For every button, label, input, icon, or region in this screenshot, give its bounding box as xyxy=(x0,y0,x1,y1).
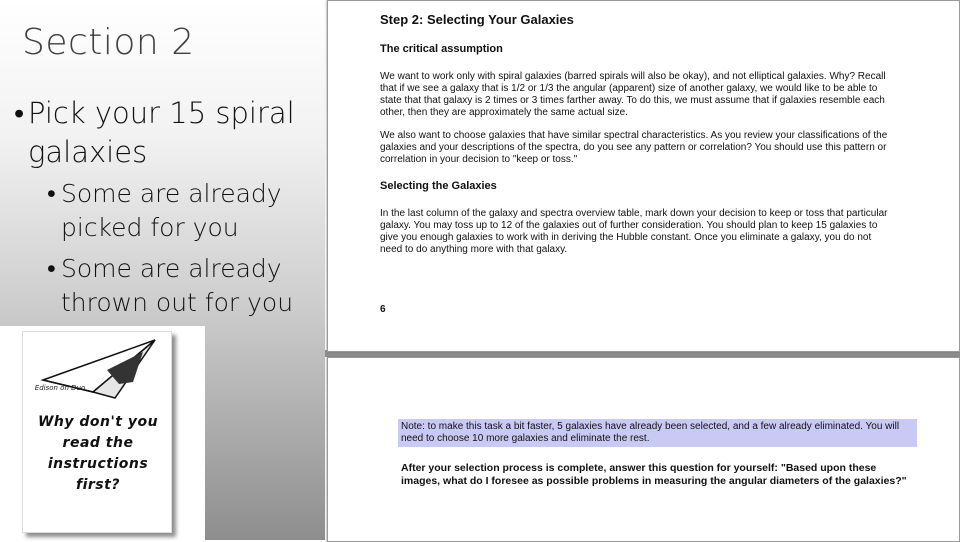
cartoon-sign-image xyxy=(22,331,172,533)
document-heading: Step 2: Selecting Your Galaxies xyxy=(380,12,574,27)
bullet-text: Some are already picked for you xyxy=(61,179,282,242)
bullet-text: Pick your 15 spiral galaxies xyxy=(28,96,295,169)
bullet-text: Some are already thrown out for you xyxy=(61,254,294,317)
bullet-dot: • xyxy=(47,254,56,283)
paragraph-1: We want to work only with spiral galaxies (barred spirals will also be okay), and not elliptical galaxies. Why? Recall that if we see a galaxy that is 1/2 or 1/3 the angular (apparent) size of another galaxy, we would like to be able to state that that galaxy is 2 times or 3 times farther away. To do this, we must assume that if galaxies resemble each other, then they are approximately the same actual size. xyxy=(380,71,886,118)
document-page-2 xyxy=(327,357,960,542)
paper-plane-icon xyxy=(23,332,171,412)
subheading-critical-assumption: The critical assumption xyxy=(380,43,503,55)
cartoon-brand: Edison on Duo xyxy=(34,384,86,392)
bullet-dot: • xyxy=(14,96,25,130)
bullet-level2 xyxy=(47,177,321,245)
cartoon-caption: Why don't you read the instructions first? xyxy=(37,414,159,493)
paragraph-2: We also want to choose galaxies that have similar spectral characteristics. As you review your classifications of the galaxies and your descriptions of the spectra, do you see any pattern or correlation? You should use this pattern or correlation in your decision to "keep or toss." xyxy=(380,130,888,165)
page-number: 6 xyxy=(380,304,386,315)
document-page-1 xyxy=(327,0,960,352)
paragraph-3: In the last column of the galaxy and spectra overview table, mark down your decision to keep or toss that particular galaxy. You may toss up to 12 of the galaxies out of further consideration. You should plan to keep 15 galaxies to give you enough galaxies to work with in deriving the Hubble constant. Once you eliminate a galaxy, you do not need to do anything more with that galaxy. xyxy=(380,208,888,255)
subheading-selecting-galaxies: Selecting the Galaxies xyxy=(380,180,497,192)
highlighted-note: Note: to make this task a bit faster, 5 galaxies have already been selected, and a few already eliminated. You will need to choose 10 more galaxies and eliminate the rest. xyxy=(398,419,917,447)
slide-title: Section 2 xyxy=(22,22,195,63)
bullet-dot: • xyxy=(47,179,56,208)
bullet-level1 xyxy=(14,94,308,172)
question-paragraph: After your selection process is complete, answer this question for yourself: "Based upon these images, what do I foresee as possible problems in measuring the angular diameters of the galaxies?" xyxy=(401,462,907,487)
bullet-level2 xyxy=(47,252,321,320)
